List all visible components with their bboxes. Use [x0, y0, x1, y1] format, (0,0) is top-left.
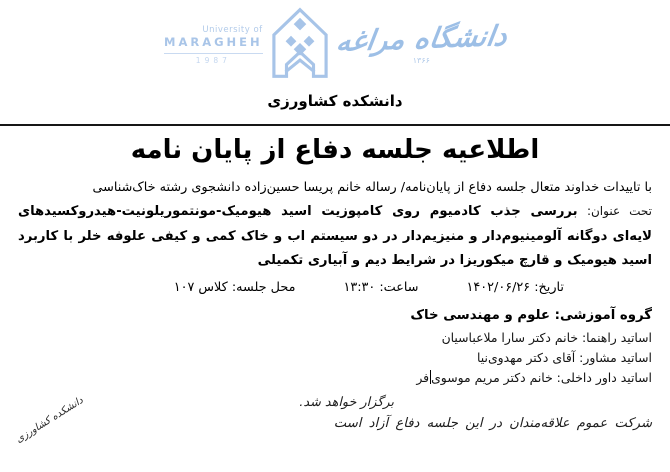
- logo-maragheh: MARAGHEH: [164, 35, 263, 50]
- closing-held-line: برگزار خواهد شد.: [299, 394, 394, 410]
- location-label: محل جلسه:: [231, 279, 296, 295]
- notice-title: اطلاعیه جلسه دفاع از پایان نامه: [130, 135, 540, 165]
- logo-university-name-fa: دانشگاه مراغه: [333, 19, 509, 58]
- document-body: [0, 177, 670, 431]
- time-value: ۱۳:۳۰: [343, 279, 376, 295]
- committee-advisor-line: اساتید مشاور: آقای دکتر مهدوی‌نیا: [477, 349, 652, 365]
- committee-list: [18, 328, 652, 388]
- schedule-date: [467, 280, 564, 295]
- committee-referee-text-before: اساتید داور داخلی: خانم دکتر مریم موسوی: [431, 369, 652, 385]
- closing-invite-line: شرکت عموم علاقه‌مندان در این جلسه دفاع آزاد است: [333, 415, 652, 431]
- subject-label: تحت عنوان:: [586, 204, 652, 218]
- logo-english-text: [164, 25, 263, 65]
- committee-supervisor-line: اساتید راهنما: خانم دکتر سارا ملاعباسیان: [441, 329, 652, 345]
- time-label: ساعت:: [379, 279, 419, 295]
- schedule-location: [174, 280, 296, 295]
- education-group-line: گروه آموزشی: علوم و مهندسی خاک: [410, 307, 652, 323]
- thesis-title: بررسی جذب کادمیوم روی کامپوزیت اسید هیومیک-مونتموریلونیت-هیدروکسیدهای لایه‌ای دوگانه آلومینیوم‌دار و منیزیم‌دار در دو سیستم اب و خاک کمی و کیفی علوفه خلر با کاربرد اسید هیومیک و قارچ میکوریزا در شرایط دیم و آبیاری تکمیلی: [18, 204, 652, 268]
- logo-year-en: 1987: [195, 55, 231, 65]
- committee-referee-text-after: فر: [416, 369, 430, 385]
- faculty-title: دانشکده کشاورزی: [267, 92, 403, 110]
- logo-persian-calligraphy: [333, 19, 509, 65]
- intro-line: با تاییدات خداوند متعال جلسه دفاع از پایان‌نامه/ رساله خانم پریسا حسین‌زاده دانشجوی رشته خاک‌شناسی: [92, 180, 652, 195]
- university-logo: [0, 0, 670, 82]
- signature-scribble: دانشکده کشاورزی: [14, 395, 86, 446]
- logo-university-of: University of: [202, 24, 263, 35]
- date-label: تاریخ:: [534, 279, 564, 295]
- date-value: ۱۴۰۲/۰۶/۲۶: [466, 279, 531, 295]
- logo-year-fa: ۱۳۶۶: [412, 56, 430, 65]
- location-value: کلاس ۱۰۷: [173, 279, 228, 295]
- subject-paragraph: [18, 199, 652, 274]
- logo-divider-line: [164, 53, 263, 54]
- schedule-row: [18, 280, 652, 295]
- schedule-time: [343, 280, 418, 295]
- university-emblem-icon: [271, 7, 329, 83]
- committee-referee-line[interactable]: [18, 368, 652, 388]
- title-divider: [0, 124, 670, 126]
